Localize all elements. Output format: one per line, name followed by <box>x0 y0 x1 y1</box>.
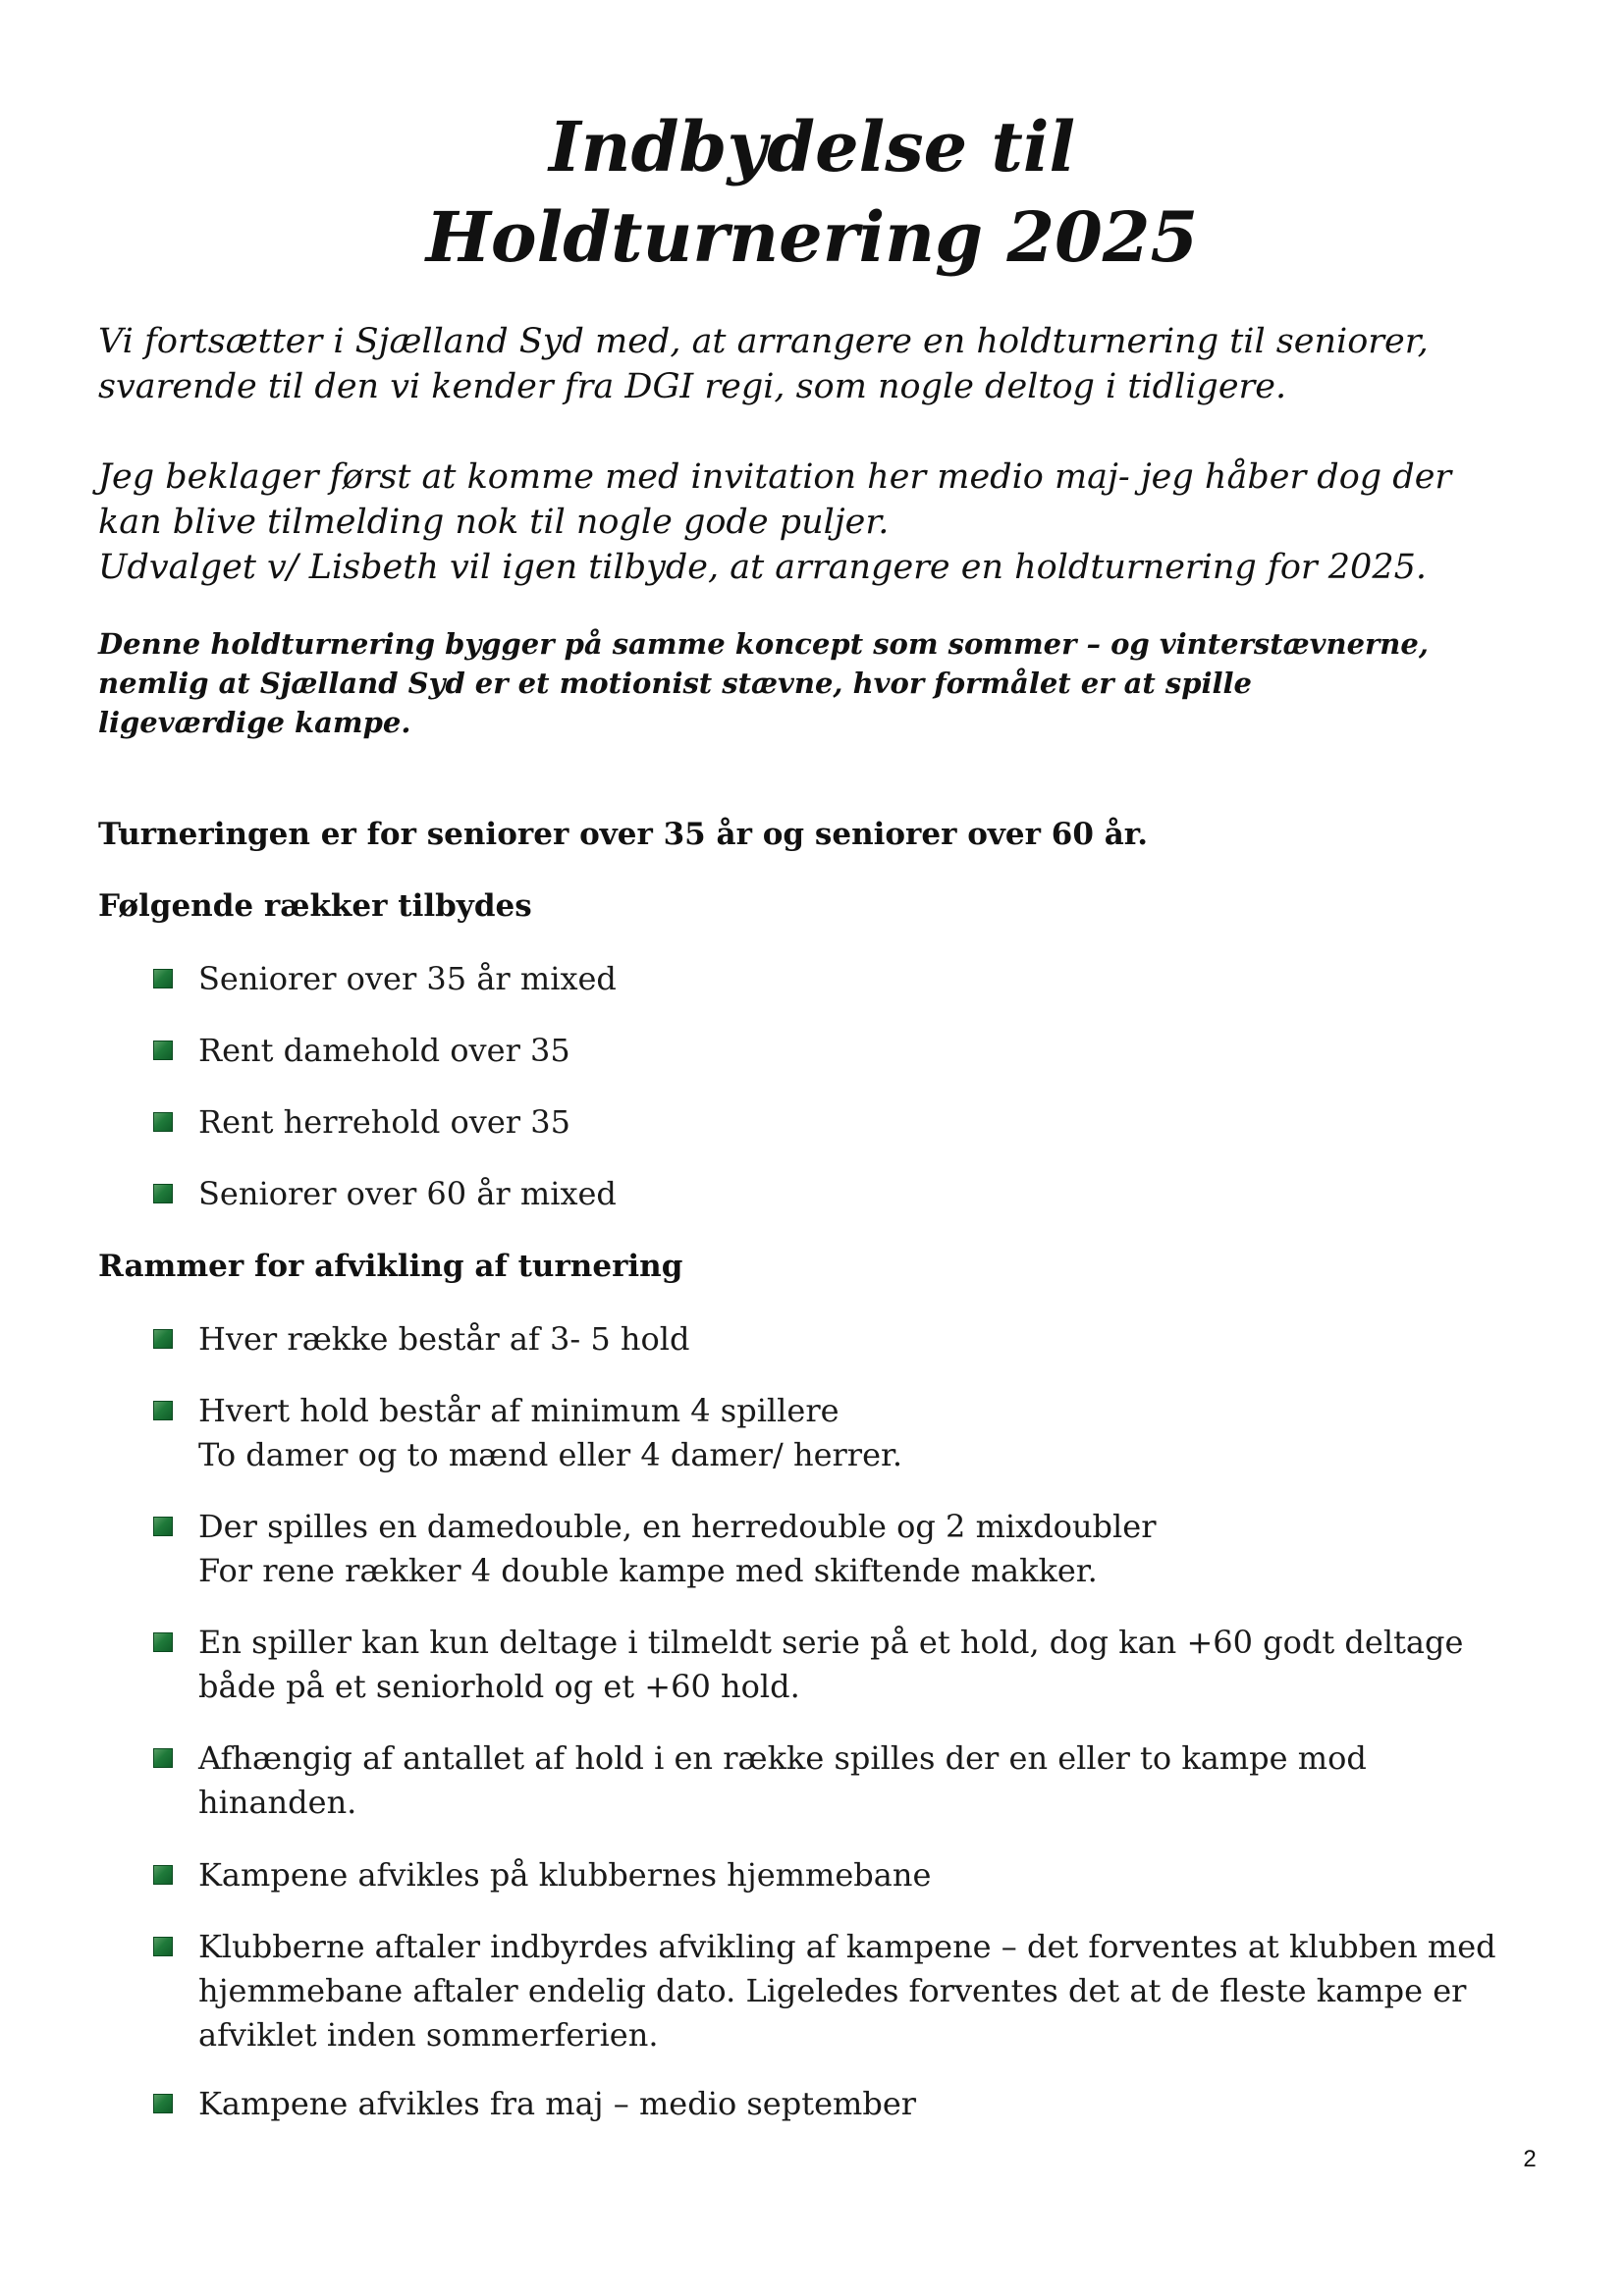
list-item-line: Klubberne aftaler indbyrdes afvikling af kampene – det forventes at klubben med <box>198 1928 1496 1965</box>
list-item-line: afviklet inden sommerferien. <box>198 2016 659 2054</box>
list-item-text <box>198 1853 1567 1897</box>
green-square-bullet-icon <box>153 2094 173 2113</box>
page-title <box>0 102 1624 283</box>
list-item-text <box>198 1029 1567 1073</box>
list-item-line: Hver række består af 3- 5 hold <box>198 1320 690 1358</box>
list-item-text <box>198 1736 1567 1825</box>
list-item-line: hinanden. <box>198 1784 357 1821</box>
green-square-bullet-icon <box>153 1401 173 1420</box>
list-item-text <box>198 1389 1567 1477</box>
list-item-line: Kampene afvikles på klubbernes hjemmebane <box>198 1856 932 1894</box>
green-square-bullet-icon <box>153 1748 173 1768</box>
intro-paragraph-1 <box>98 319 1551 409</box>
list-item-text <box>198 1100 1567 1145</box>
list-item-text <box>198 1317 1567 1362</box>
rows-section-heading: Følgende rækker tilbydes <box>98 888 532 924</box>
text-line: kan blive tilmelding nok til nogle gode puljer. <box>98 503 890 542</box>
list-item-line: For rene rækker 4 double kampe med skiftende makker. <box>198 1552 1098 1589</box>
text-line: ligeværdige kampe. <box>98 706 411 739</box>
green-square-bullet-icon <box>153 1329 173 1349</box>
green-square-bullet-icon <box>153 1632 173 1652</box>
text-line: Jeg beklager først at komme med invitation her medio maj- jeg håber dog der <box>98 457 1452 497</box>
green-square-bullet-icon <box>153 1865 173 1885</box>
list-item-line: både på et seniorhold og et +60 hold. <box>198 1668 800 1705</box>
green-square-bullet-icon <box>153 1112 173 1132</box>
list-item <box>153 1925 1567 2057</box>
list-item-line: Hvert hold består af minimum 4 spillere <box>198 1392 839 1429</box>
list-item-text <box>198 1505 1567 1593</box>
list-item-line: Kampene afvikles fra maj – medio september <box>198 2085 917 2122</box>
text-line: Udvalget v/ Lisbeth vil igen tilbyde, at arrangere en holdturnering for 2025. <box>98 548 1427 587</box>
list-item <box>153 1736 1567 1825</box>
list-item <box>153 1389 1567 1477</box>
list-item <box>153 2082 1567 2126</box>
list-item-line: hjemmebane aftaler endelig dato. Ligeledes forventes det at de fleste kampe er <box>198 1972 1467 2009</box>
green-square-bullet-icon <box>153 1517 173 1536</box>
list-item-line: Der spilles en damedouble, en herredouble og 2 mixdoubler <box>198 1508 1157 1545</box>
list-item <box>153 1505 1567 1593</box>
concept-paragraph <box>98 624 1551 742</box>
intro-paragraph-2 <box>98 454 1551 590</box>
green-square-bullet-icon <box>153 969 173 988</box>
list-item-line: Seniorer over 60 år mixed <box>198 1175 617 1212</box>
green-square-bullet-icon <box>153 1041 173 1060</box>
list-item <box>153 1853 1567 1897</box>
list-item-line: Afhængig af antallet af hold i en række spilles der en eller to kampe mod <box>198 1739 1367 1777</box>
green-square-bullet-icon <box>153 1937 173 1956</box>
list-item-text <box>198 1621 1567 1709</box>
text-line: Denne holdturnering bygger på samme koncept som sommer – og vinterstævnerne, <box>98 627 1429 661</box>
title-line-1: Indbydelse til <box>548 106 1076 187</box>
list-item-text <box>198 2082 1567 2126</box>
list-item-line: Rent damehold over 35 <box>198 1032 570 1069</box>
list-item-text <box>198 1925 1567 2057</box>
green-square-bullet-icon <box>153 1184 173 1203</box>
text-line: nemlig at Sjælland Syd er et motionist stævne, hvor formålet er at spille <box>98 667 1252 700</box>
list-item-text <box>198 1172 1567 1216</box>
text-line: svarende til den vi kender fra DGI regi, som nogle deltog i tidligere. <box>98 367 1287 406</box>
list-item <box>153 1621 1567 1709</box>
list-item-line: Seniorer over 35 år mixed <box>198 960 617 997</box>
list-item <box>153 957 1567 1001</box>
list-item-line: Rent herrehold over 35 <box>198 1103 570 1141</box>
page-number: 2 <box>1523 2146 1537 2172</box>
title-line-2: Holdturnering 2025 <box>425 196 1199 278</box>
rules-section-heading: Rammer for afvikling af turnering <box>98 1249 683 1284</box>
list-item <box>153 1029 1567 1073</box>
list-item-text <box>198 957 1567 1001</box>
list-item <box>153 1172 1567 1216</box>
list-item-line: En spiller kan kun deltage i tilmeldt serie på et hold, dog kan +60 godt deltage <box>198 1624 1464 1661</box>
eligibility-statement: Turneringen er for seniorer over 35 år og seniorer over 60 år. <box>98 817 1149 852</box>
list-item-line: To damer og to mænd eller 4 damer/ herrer. <box>198 1436 902 1473</box>
list-item <box>153 1100 1567 1145</box>
text-line: Vi fortsætter i Sjælland Syd med, at arrangere en holdturnering til seniorer, <box>98 322 1429 361</box>
list-item <box>153 1317 1567 1362</box>
